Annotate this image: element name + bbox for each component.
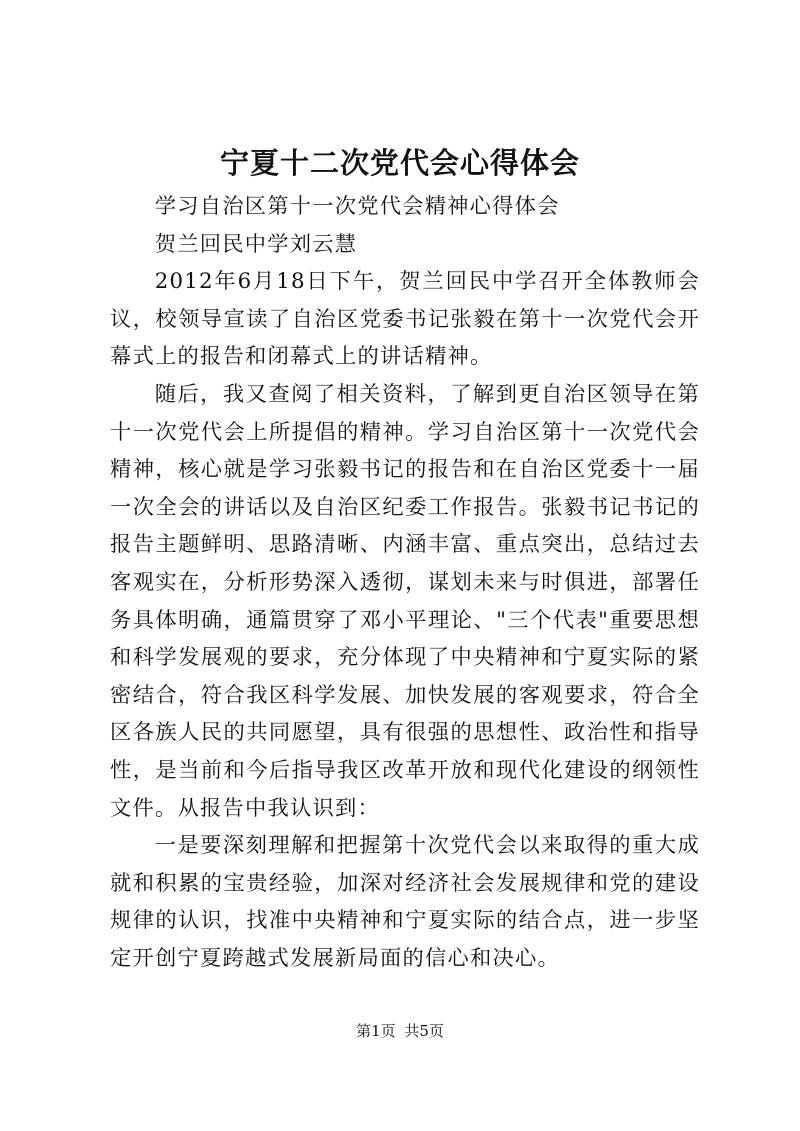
body-paragraph: 随后，我又查阅了相关资料，了解到更自治区领导在第十一次党代会上所提倡的精神。学习自治区第十一次党代会精神，核心就是学习张毅书记的报告和在自治区党委十一届一次全会的讲话以及自治区纪委工作报告。张毅书记书记的报告主题鲜明、思路清晰、内涵丰富、重点突出，总结过去客观实在，分析形势深入透彻，谋划未来与时俱进，部署任务具体明确，通篇贯穿了邓小平理论、"三个代表"重要思想和科学发展观的要求，充分体现了中央精神和宁夏实际的紧密结合，符合我区科学发展、加快发展的客观要求，符合全区各族人民的共同愿望，具有很强的思想性、政治性和指导性，是当前和今后指导我区改革开放和现代化建设的纲领性文件。从报告中我认识到： xyxy=(110,381,700,821)
page-total: 共5页 xyxy=(404,1022,444,1040)
page-footer xyxy=(0,1021,800,1041)
body-paragraph: 一是要深刻理解和把握第十次党代会以来取得的重大成就和积累的宝贵经验，加深对经济社会发展规律和党的建设规律的认识，找准中央精神和宁夏实际的结合点，进一步坚定开创宁夏跨越式发展新局面的信心和决心。 xyxy=(110,833,700,971)
document-body xyxy=(110,188,700,977)
document-title: 宁夏十二次党代会心得体会 xyxy=(219,146,580,180)
subtitle-paragraph: 学习自治区第十一次党代会精神心得体会 xyxy=(154,194,560,219)
body-paragraph: 2012年6月18日下午，贺兰回民中学召开全体教师会议，校领导宣读了自治区党委书记张毅在第十一次党代会开幕式上的报告和闭幕式上的讲话精神。 xyxy=(110,269,700,370)
author-paragraph: 贺兰回民中学刘云慧 xyxy=(154,231,358,257)
page-number: 第1页 xyxy=(356,1022,396,1040)
